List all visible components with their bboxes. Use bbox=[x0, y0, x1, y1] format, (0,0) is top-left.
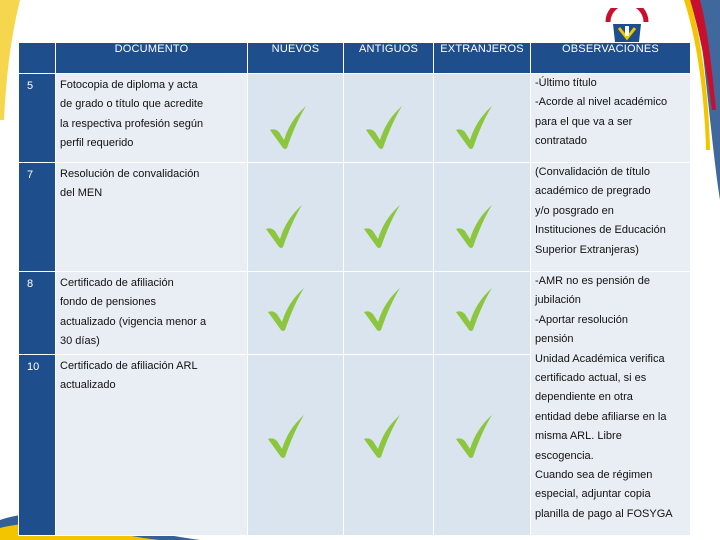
nuevos-cell bbox=[248, 354, 344, 535]
observation-text-line: académico de pregrado bbox=[535, 185, 651, 198]
observation-text-line: (Convalidación de título bbox=[535, 166, 650, 178]
observation-text-line: para el que va a ser bbox=[535, 115, 633, 128]
observation-text-line: -Aportar resolución bbox=[535, 313, 628, 326]
observation-text-line: especial, adjuntar copia bbox=[535, 488, 651, 501]
document-text-line: Certificado de afiliación ARL bbox=[60, 359, 198, 372]
document-text-line: perfil requerido bbox=[60, 137, 134, 150]
document-text-line: del MEN bbox=[60, 187, 103, 200]
green-checkmark-icon bbox=[362, 102, 406, 150]
row-number: 10 bbox=[19, 354, 56, 535]
header-nuevos: NUEVOS bbox=[248, 43, 344, 74]
document-text-line: actualizado (vigencia menor a bbox=[60, 315, 207, 328]
document-text-line: la respectiva profesión según bbox=[60, 117, 204, 130]
green-checkmark-icon bbox=[262, 201, 306, 249]
table-row bbox=[19, 163, 691, 272]
observation-text-line: misma ARL. Libre bbox=[535, 430, 622, 443]
extranjeros-cell bbox=[434, 354, 531, 535]
extranjeros-cell bbox=[434, 272, 531, 355]
green-checkmark-icon bbox=[264, 411, 308, 459]
observation-text-line: escogencia. bbox=[535, 449, 594, 462]
table-row bbox=[19, 74, 691, 163]
requirements-table bbox=[18, 42, 691, 536]
observations-cell bbox=[531, 163, 691, 272]
document-text-line: fondo de pensiones bbox=[60, 296, 157, 309]
document-cell bbox=[56, 163, 248, 272]
observation-text-line: -Acorde al nivel académico bbox=[535, 96, 668, 109]
document-cell bbox=[56, 354, 248, 535]
observation-text-line: Instituciones de Educación bbox=[535, 224, 666, 237]
observation-text-line: certificado actual, si es bbox=[535, 372, 647, 385]
observation-text-line: Unidad Académica verifica bbox=[535, 352, 665, 365]
green-checkmark-icon bbox=[360, 411, 404, 459]
document-text-line: 30 días) bbox=[60, 335, 100, 348]
observation-text-line: -Último título bbox=[535, 77, 597, 89]
table-header-row bbox=[19, 43, 691, 74]
row-number: 8 bbox=[19, 272, 56, 355]
observation-text-line: planilla de pago al FOSYGA bbox=[535, 507, 673, 520]
observation-text-line: y/o posgrado en bbox=[535, 204, 614, 217]
header-antiguos: ANTIGUOS bbox=[344, 43, 434, 74]
green-checkmark-icon bbox=[360, 201, 404, 249]
observation-text-line: jubilación bbox=[535, 294, 581, 307]
green-checkmark-icon bbox=[264, 284, 308, 332]
document-text-line: actualizado bbox=[60, 379, 116, 392]
green-checkmark-icon bbox=[452, 201, 496, 249]
antiguos-cell bbox=[344, 272, 434, 355]
antiguos-cell bbox=[344, 163, 434, 272]
green-checkmark-icon bbox=[266, 102, 310, 150]
document-text-line: Resolución de convalidación bbox=[60, 168, 200, 180]
extranjeros-cell bbox=[434, 74, 531, 163]
observation-text-line: Superior Extranjeras) bbox=[535, 243, 639, 256]
green-checkmark-icon bbox=[452, 411, 496, 459]
green-checkmark-icon bbox=[360, 284, 404, 332]
document-text-line: Certificado de afiliación bbox=[60, 277, 174, 289]
document-text-line: de grado o título que acredite bbox=[60, 98, 204, 111]
nuevos-cell bbox=[248, 163, 344, 272]
observation-text-line: Cuando sea de régimen bbox=[535, 469, 653, 482]
green-checkmark-icon bbox=[452, 284, 496, 332]
observation-text-line: dependiente en otra bbox=[535, 391, 633, 404]
observation-text-line: -AMR no es pensión de bbox=[535, 275, 650, 287]
observations-cell bbox=[531, 74, 691, 163]
row-number: 5 bbox=[19, 74, 56, 163]
header-observaciones: OBSERVACIONES bbox=[531, 43, 691, 74]
header-number bbox=[19, 43, 56, 74]
document-cell bbox=[56, 74, 248, 163]
observation-text-line: contratado bbox=[535, 135, 587, 148]
extranjeros-cell bbox=[434, 163, 531, 272]
antiguos-cell bbox=[344, 354, 434, 535]
document-text-line: Fotocopia de diploma y acta bbox=[60, 79, 198, 91]
observation-text-line: pensión bbox=[535, 333, 574, 346]
header-documento: DOCUMENTO bbox=[56, 43, 248, 74]
row-number: 7 bbox=[19, 163, 56, 272]
nuevos-cell bbox=[248, 74, 344, 163]
green-checkmark-icon bbox=[452, 102, 496, 150]
header-extranjeros: EXTRANJEROS bbox=[434, 43, 531, 74]
document-cell bbox=[56, 272, 248, 355]
observation-text-line: entidad debe afiliarse en la bbox=[535, 410, 667, 423]
observations-cell bbox=[531, 272, 691, 536]
nuevos-cell bbox=[248, 272, 344, 355]
antiguos-cell bbox=[344, 74, 434, 163]
table-row bbox=[19, 272, 691, 355]
